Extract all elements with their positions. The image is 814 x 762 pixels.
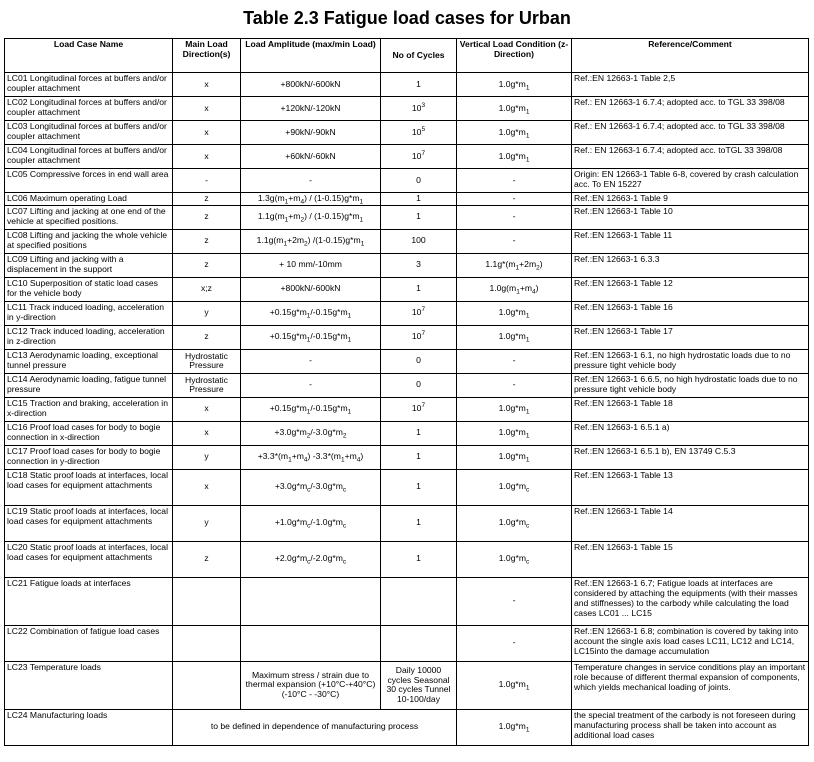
cell-amplitude: -: [241, 349, 381, 373]
cell-cycles: 0: [381, 373, 457, 397]
cell-cycles: $10^3$: [381, 97, 457, 121]
cell-cycles: 0: [381, 349, 457, 373]
cell-direction: [173, 661, 241, 709]
table-row: [5, 73, 809, 97]
cell-direction: z: [173, 325, 241, 349]
cell-cycles: 1: [381, 421, 457, 445]
cell-cycles: 1: [381, 445, 457, 469]
cell-amplitude: +800kN/-600kN: [241, 277, 381, 301]
cell-direction: Hydrostatic Pressure: [173, 373, 241, 397]
col-header-vertical: Vertical Load Condition (z-Direction): [457, 39, 572, 73]
table-title: Table 2.3 Fatigue load cases for Urban: [243, 8, 571, 28]
cell-load-case-name: LC13 Aerodynamic loading, exceptional tunnel pressure: [5, 349, 173, 373]
table-row: [5, 301, 809, 325]
table-row: [5, 121, 809, 145]
cell-load-case-name: LC11 Track induced loading, acceleration in y-direction: [5, 301, 173, 325]
col-header-amplitude: Load Amplitude (max/min Load): [241, 39, 381, 73]
cell-amplitude: [241, 625, 381, 661]
col-header-direction: Main Load Direction(s): [173, 39, 241, 73]
cell-vertical-condition: $1.0g*m_1$: [457, 397, 572, 421]
cell-load-case-name: LC09 Lifting and jacking with a displacement in the support: [5, 253, 173, 277]
col-header-cycles: No of Cycles: [381, 39, 457, 73]
cell-direction: z: [173, 253, 241, 277]
cell-amplitude: $+3.3*(m_1+m_4)$ $-3.3*(m_1+m_4)$: [241, 445, 381, 469]
table-row: [5, 205, 809, 229]
fatigue-load-table: [4, 38, 809, 746]
cell-load-case-name: LC10 Superposition of static load cases for the vehicle body: [5, 277, 173, 301]
cell-amplitude: $+3.0g*m_c/-3.0g*m_c$: [241, 469, 381, 505]
cell-load-case-name: LC17 Proof load cases for body to bogie connection in y-direction: [5, 445, 173, 469]
cell-reference: Ref.:EN 12663-1 6.5.1 b), EN 13749 C.5.3: [572, 445, 809, 469]
cell-load-case-name: LC21 Fatigue loads at interfaces: [5, 577, 173, 625]
cell-amplitude: $+0.15g*m_1/-0.15g*m_1$: [241, 325, 381, 349]
cell-direction: x: [173, 145, 241, 169]
cell-reference: Temperature changes in service conditions play an important role because of different thermal expansion of components, which yields mechanical loading of joints.: [572, 661, 809, 709]
cell-vertical-condition: $1.0g*m_1$: [457, 709, 572, 745]
cell-vertical-condition: -: [457, 193, 572, 206]
cell-load-case-name: LC15 Traction and braking, acceleration in x-direction: [5, 397, 173, 421]
cell-amplitude: -: [241, 169, 381, 193]
cell-reference: Ref.: EN 12663-1 6.7.4; adopted acc. toTGL 33 398/08: [572, 145, 809, 169]
table-row: [5, 277, 809, 301]
cell-vertical-condition: $1.0g*m_c$: [457, 505, 572, 541]
table-row: [5, 541, 809, 577]
cell-reference: Ref.:EN 12663-1 Table 13: [572, 469, 809, 505]
cell-load-case-name: LC22 Combination of fatigue load cases: [5, 625, 173, 661]
table-row: [5, 373, 809, 397]
table-row: [5, 505, 809, 541]
cell-amplitude: +90kN/-90kN: [241, 121, 381, 145]
table-row: [5, 445, 809, 469]
cell-vertical-condition: -: [457, 229, 572, 253]
cell-reference: Ref.:EN 12663-1 Table 16: [572, 301, 809, 325]
table-row: [5, 625, 809, 661]
cell-load-case-name: LC24 Manufacturing loads: [5, 709, 173, 745]
cell-amplitude: +800kN/-600kN: [241, 73, 381, 97]
cell-reference: Ref.:EN 12663-1 6.7; Fatigue loads at interfaces are considered by attaching the equipments (with their masses and stiffnesses) to the carbody while calculating the load cases LC01 ... LC15: [572, 577, 809, 625]
cell-direction: z: [173, 541, 241, 577]
cell-direction: y: [173, 445, 241, 469]
cell-cycles: 1: [381, 193, 457, 206]
cell-load-case-name: LC02 Longitudinal forces at buffers and/or coupler attachment: [5, 97, 173, 121]
cell-load-case-name: LC01 Longitudinal forces at buffers and/or coupler attachment: [5, 73, 173, 97]
cell-load-case-name: LC03 Longitudinal forces at buffers and/or coupler attachment: [5, 121, 173, 145]
cell-cycles: [381, 625, 457, 661]
table-row: [5, 193, 809, 206]
cell-reference: Ref.:EN 12663-1 6.3.3: [572, 253, 809, 277]
cell-load-case-name: LC05 Compressive forces in end wall area: [5, 169, 173, 193]
cell-vertical-condition: $1.0g*m_1$: [457, 121, 572, 145]
cell-amplitude: +120kN/-120kN: [241, 97, 381, 121]
cell-direction: x: [173, 121, 241, 145]
cell-cycles: 1: [381, 505, 457, 541]
cell-reference: Ref.:EN 12663-1 Table 15: [572, 541, 809, 577]
cell-load-case-name: LC04 Longitudinal forces at buffers and/or coupler attachment: [5, 145, 173, 169]
col-header-reference: Reference/Comment: [572, 39, 809, 73]
cell-vertical-condition: $1.1g*(m_1+2m_2)$: [457, 253, 572, 277]
cell-amplitude: $1.1g(m_1+2m_2)$ $/(1-0.15)g*m_1$: [241, 229, 381, 253]
cell-cycles: [381, 577, 457, 625]
cell-reference: the special treatment of the carbody is not foreseen during manufacturing process shall be taken into account as additional load cases: [572, 709, 809, 745]
cell-cycles: 1: [381, 277, 457, 301]
cell-amplitude: $1.1g(m_1+m_2) / (1-0.15)g*m_1$: [241, 205, 381, 229]
cell-reference: Ref.:EN 12663-1 Table 12: [572, 277, 809, 301]
cell-vertical-condition: $1.0g*m_c$: [457, 541, 572, 577]
cell-direction: x;z: [173, 277, 241, 301]
cell-amplitude: Maximum stress / strain due to thermal expansion (+10°C-+40°C)(-10°C - -30°C): [241, 661, 381, 709]
table-row: [5, 97, 809, 121]
table-row: [5, 169, 809, 193]
cell-cycles: $10^7$: [381, 397, 457, 421]
cell-vertical-condition: $1.0g*m_1$: [457, 73, 572, 97]
cell-direction: z: [173, 205, 241, 229]
cell-direction: z: [173, 229, 241, 253]
cell-cycles: $10^5$: [381, 121, 457, 145]
cell-amplitude: $+2.0g*m_c/-2.0g*m_c$: [241, 541, 381, 577]
cell-vertical-condition: -: [457, 625, 572, 661]
cell-load-case-name: LC19 Static proof loads at interfaces, local load cases for equipment attachments: [5, 505, 173, 541]
cell-vertical-condition: $1.0g(m_1+m_4)$: [457, 277, 572, 301]
cell-direction: [173, 577, 241, 625]
table-row: [5, 421, 809, 445]
cell-vertical-condition: $1.0g*m_1$: [457, 97, 572, 121]
cell-cycles: Daily 10000 cycles Seasonal 30 cycles Tunnel 10-100/day: [381, 661, 457, 709]
cell-load-case-name: LC12 Track induced loading, acceleration in z-direction: [5, 325, 173, 349]
table-row: [5, 709, 809, 745]
cell-load-case-name: LC14 Aerodynamic loading, fatigue tunnel pressure: [5, 373, 173, 397]
cell-direction: y: [173, 301, 241, 325]
cell-amplitude: $1.3g(m_1+m_4) / (1-0.15)g*m_1$: [241, 193, 381, 206]
cell-vertical-condition: $1.0g*m_1$: [457, 445, 572, 469]
cell-vertical-condition: $1.0g*m_1$: [457, 325, 572, 349]
cell-load-case-name: LC08 Lifting and jacking the whole vehicle at specified positions: [5, 229, 173, 253]
cell-direction: x: [173, 73, 241, 97]
cell-reference: Ref.: EN 12663-1 6.7.4; adopted acc. to TGL 33 398/08: [572, 97, 809, 121]
cell-reference: Ref.:EN 12663-1 Table 9: [572, 193, 809, 206]
table-row: [5, 661, 809, 709]
cell-reference: Ref.:EN 12663-1 Table 10: [572, 205, 809, 229]
cell-direction: -: [173, 169, 241, 193]
cell-amplitude: -: [241, 373, 381, 397]
cell-amplitude: + 10 mm/-10mm: [241, 253, 381, 277]
cell-reference: Ref.:EN 12663-1 Table 14: [572, 505, 809, 541]
cell-reference: Ref.:EN 12663-1 6.1, no high hydrostatic loads due to no pressure tight vehicle body: [572, 349, 809, 373]
cell-direction: x: [173, 469, 241, 505]
cell-cycles: 0: [381, 169, 457, 193]
cell-cycles: $10^7$: [381, 325, 457, 349]
cell-load-case-name: LC23 Temperature loads: [5, 661, 173, 709]
cell-amplitude: $+1.0g*m_c/-1.0g*m_c$: [241, 505, 381, 541]
cell-load-case-name: LC20 Static proof loads at interfaces, local load cases for equipment attachments: [5, 541, 173, 577]
cell-vertical-condition: $1.0g*m_1$: [457, 301, 572, 325]
cell-amplitude: $+0.15g*m_1/-0.15g*m_1$: [241, 397, 381, 421]
cell-reference: Ref.:EN 12663-1 6.6.5, no high hydrostatic loads due to no pressure tight vehicle body: [572, 373, 809, 397]
table-row: [5, 349, 809, 373]
cell-reference: Ref.:EN 12663-1 Table 18: [572, 397, 809, 421]
cell-amplitude: [241, 577, 381, 625]
cell-merged-note: to be defined in dependence of manufacturing process: [173, 709, 457, 745]
cell-vertical-condition: $1.0g*m_1$: [457, 421, 572, 445]
cell-cycles: $10^7$: [381, 301, 457, 325]
cell-load-case-name: LC06 Maximum operating Load: [5, 193, 173, 206]
table-row: [5, 325, 809, 349]
cell-direction: [173, 625, 241, 661]
cell-reference: Ref.:EN 12663-1 Table 11: [572, 229, 809, 253]
cell-reference: Origin: EN 12663-1 Table 6-8, covered by crash calculation acc. To EN 15227: [572, 169, 809, 193]
cell-direction: z: [173, 193, 241, 206]
cell-direction: y: [173, 505, 241, 541]
table-row: [5, 397, 809, 421]
cell-amplitude: $+3.0g*m_2/-3.0g*m_2$: [241, 421, 381, 445]
cell-vertical-condition: -: [457, 169, 572, 193]
cell-direction: Hydrostatic Pressure: [173, 349, 241, 373]
cell-vertical-condition: $1.0g*m_1$: [457, 145, 572, 169]
cell-cycles: 100: [381, 229, 457, 253]
cell-cycles: $10^7$: [381, 145, 457, 169]
cell-cycles: 1: [381, 469, 457, 505]
table-row: [5, 253, 809, 277]
col-header-name: Load Case Name: [5, 39, 173, 73]
cell-direction: x: [173, 421, 241, 445]
table-row: [5, 469, 809, 505]
cell-amplitude: +60kN/-60kN: [241, 145, 381, 169]
cell-direction: x: [173, 97, 241, 121]
cell-direction: x: [173, 397, 241, 421]
table-row: [5, 577, 809, 625]
table-row: [5, 229, 809, 253]
cell-vertical-condition: -: [457, 205, 572, 229]
cell-reference: Ref.: EN 12663-1 6.7.4; adopted acc. to TGL 33 398/08: [572, 121, 809, 145]
cell-vertical-condition: -: [457, 373, 572, 397]
cell-load-case-name: LC07 Lifting and jacking at one end of the vehicle at specified positions.: [5, 205, 173, 229]
table-body: [5, 73, 809, 746]
cell-vertical-condition: -: [457, 577, 572, 625]
cell-vertical-condition: $1.0g*m_1$: [457, 661, 572, 709]
cell-vertical-condition: -: [457, 349, 572, 373]
cell-reference: Ref.:EN 12663-1 6.5.1 a): [572, 421, 809, 445]
cell-cycles: 3: [381, 253, 457, 277]
cell-cycles: 1: [381, 73, 457, 97]
cell-reference: Ref.:EN 12663-1 Table 17: [572, 325, 809, 349]
cell-cycles: 1: [381, 205, 457, 229]
cell-load-case-name: LC18 Static proof loads at interfaces, local load cases for equipment attachments: [5, 469, 173, 505]
cell-reference: Ref.:EN 12663-1 Table 2,5: [572, 73, 809, 97]
cell-amplitude: $+0.15g*m_1/-0.15g*m_1$: [241, 301, 381, 325]
cell-vertical-condition: $1.0g*m_c$: [457, 469, 572, 505]
cell-load-case-name: LC16 Proof load cases for body to bogie connection in x-direction: [5, 421, 173, 445]
table-row: [5, 145, 809, 169]
cell-cycles: 1: [381, 541, 457, 577]
cell-reference: Ref.:EN 12663-1 6.8; combination is covered by taking into account the single axis load cases LC11, LC12 and LC14, LC15into the damage accumulation: [572, 625, 809, 661]
header-row: [5, 39, 809, 73]
